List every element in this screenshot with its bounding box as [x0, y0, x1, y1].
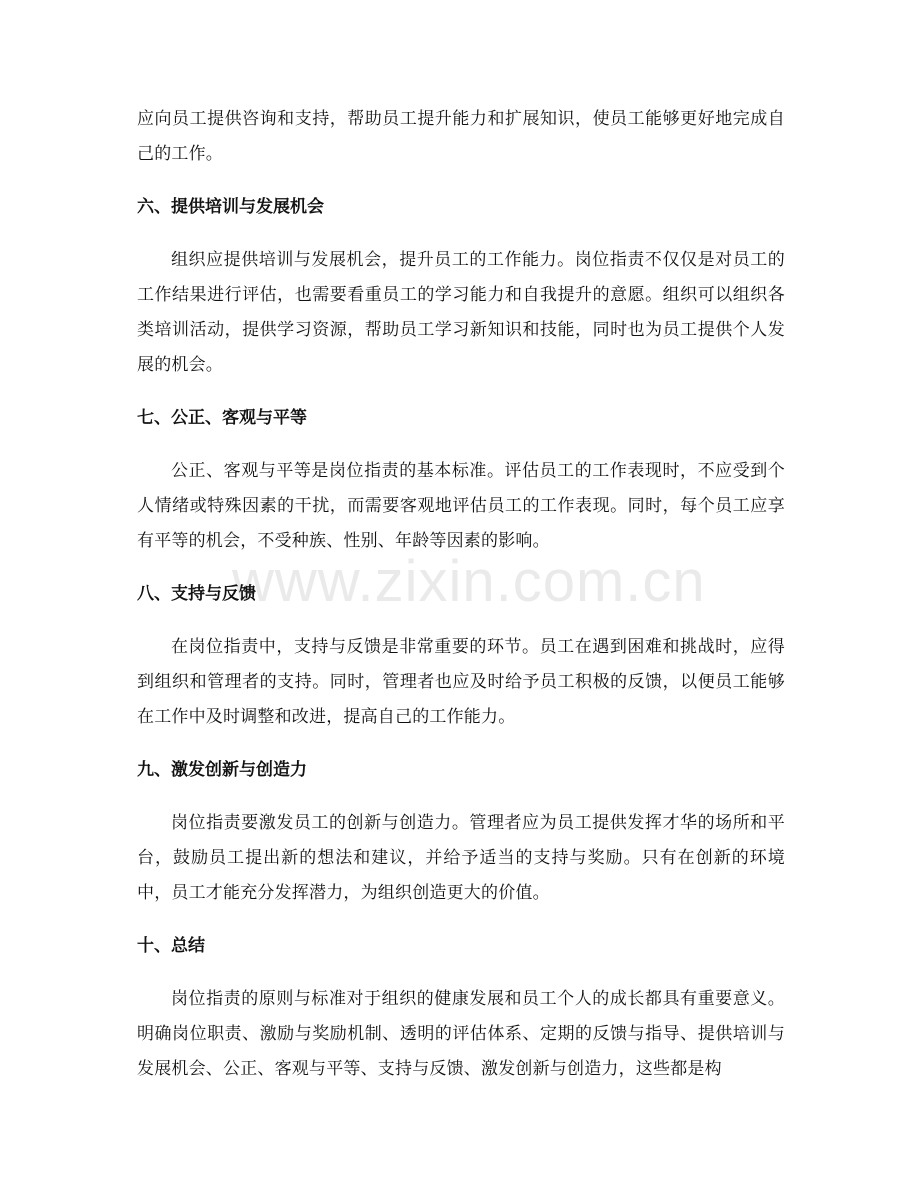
section-body-6: 组织应提供培训与发展机会，提升员工的工作能力。岗位指责不仅仅是对员工的工作结果进行评估，也需要看重员工的学习能力和自我提升的意愿。组织可以组织各类培训活动，提供学习资源，帮助员工学习新知识和技能，同时也为员工提供个人发展的机会。 — [137, 250, 785, 375]
section-body-7: 公正、客观与平等是岗位指责的基本标准。评估员工的工作表现时，不应受到个人情绪或特殊因素的干扰，而需要客观地评估员工的工作表现。同时，每个员工应享有平等的机会，不受种族、性别、年龄等因素的影响。 — [137, 461, 785, 551]
intro-paragraph: 应向员工提供咨询和支持，帮助员工提升能力和扩展知识，使员工能够更好地完成自己的工作。 — [137, 109, 785, 164]
section-body-9: 岗位指责要激发员工的创新与创造力。管理者应为员工提供发挥才华的场所和平台，鼓励员工提出新的想法和建议，并给予适当的支持与奖励。只有在创新的环境中，员工才能充分发挥潜力，为组织创造更大的价值。 — [137, 813, 785, 903]
section-body-8: 在岗位指责中，支持与反馈是非常重要的环节。员工在遇到困难和挑战时，应得到组织和管理者的支持。同时，管理者也应及时给予员工积极的反馈，以便员工能够在工作中及时调整和改进，提高自己的工作能力。 — [137, 637, 785, 727]
document-body — [137, 102, 785, 1087]
section-body-10: 岗位指责的原则与标准对于组织的健康发展和员工个人的成长都具有重要意义。明确岗位职责、激励与奖励机制、透明的评估体系、定期的反馈与指导、提供培训与发展机会、公正、客观与平等、支持与反馈、激发创新与创造力，这些都是构 — [137, 989, 785, 1079]
section-heading-8: 八、支持与反馈 — [137, 584, 256, 604]
section-heading-7: 七、公正、客观与平等 — [137, 408, 307, 428]
watermark: www.zixin.com.cn — [232, 549, 706, 614]
section-heading-10: 十、总结 — [137, 936, 205, 956]
section-heading-6: 六、提供培训与发展机会 — [137, 197, 324, 217]
section-heading-9: 九、激发创新与创造力 — [137, 760, 307, 780]
